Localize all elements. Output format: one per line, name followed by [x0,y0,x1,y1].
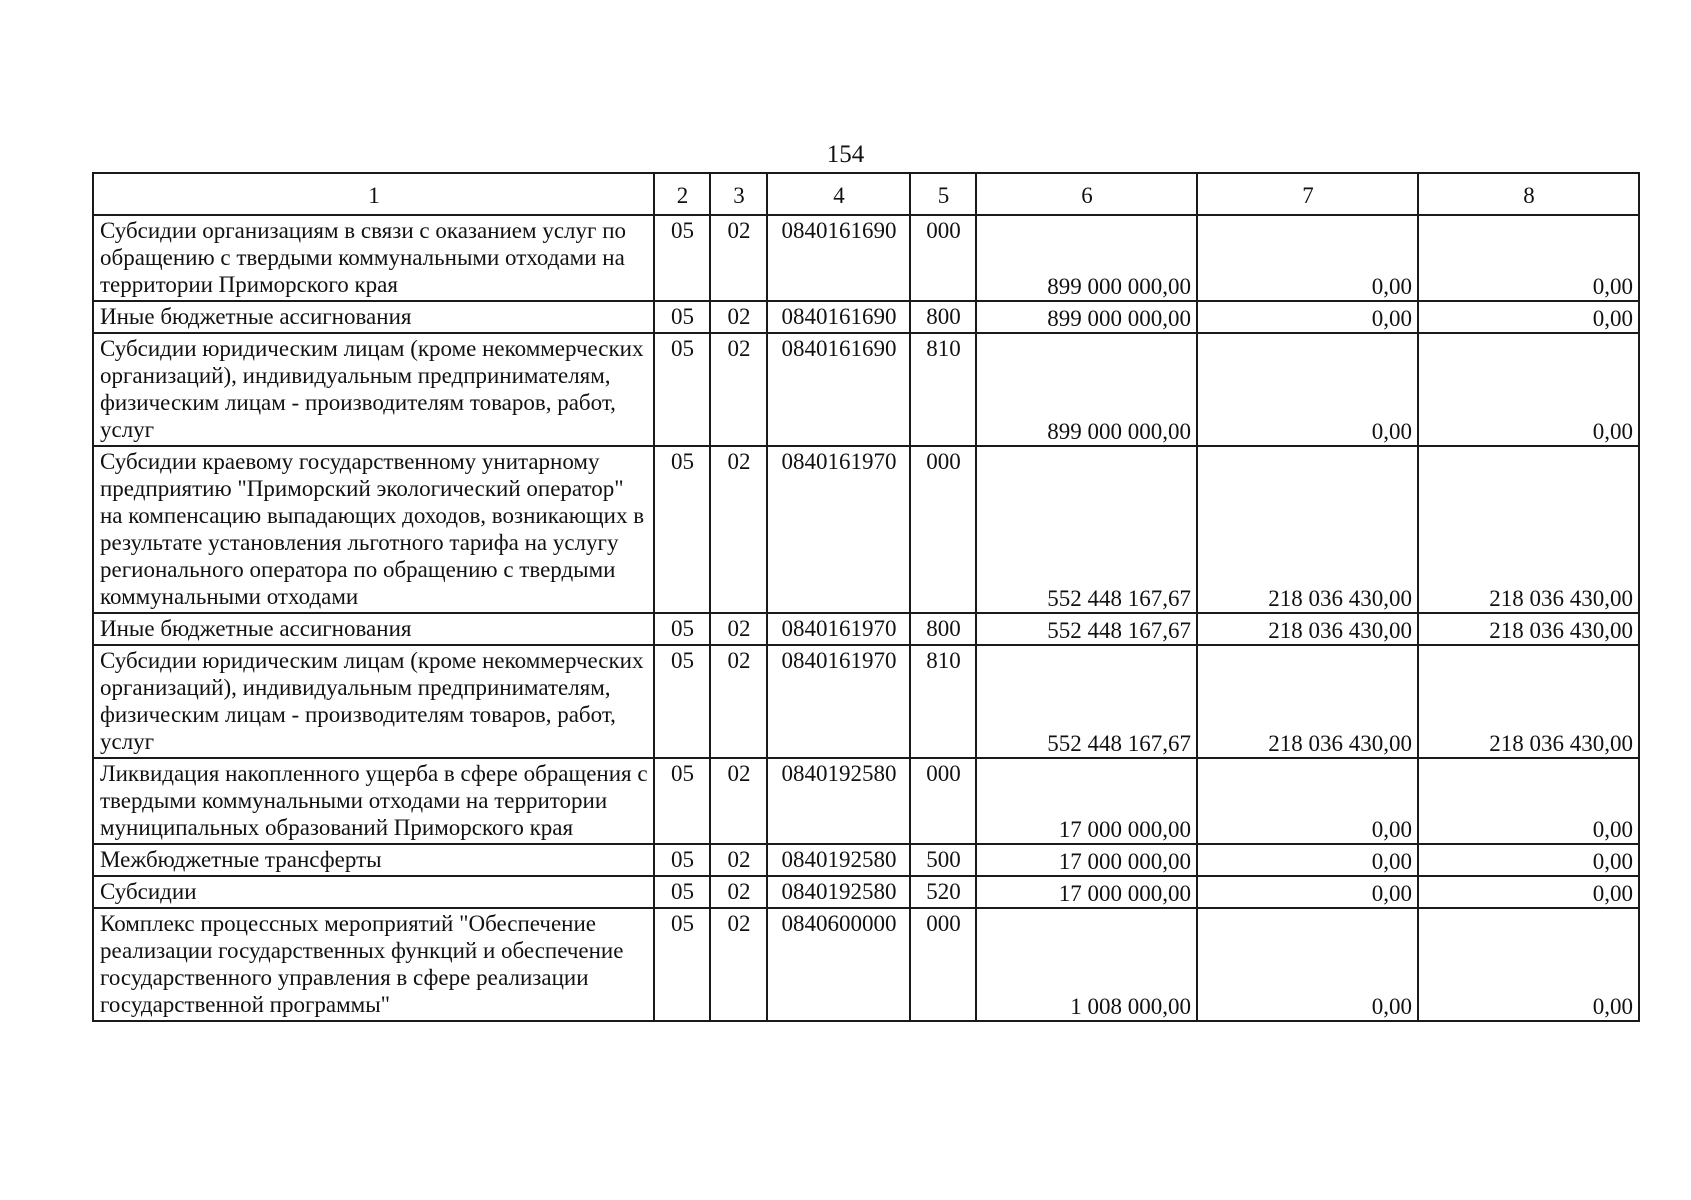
amount-col7-cell: 0,00 [1197,333,1418,446]
column-header: 8 [1418,173,1639,215]
table-row [93,446,1639,613]
amount-col6-cell: 552 448 167,67 [976,645,1197,758]
amount-col8-cell: 218 036 430,00 [1418,613,1639,645]
column-header: 5 [910,173,976,215]
column-header: 4 [767,173,910,215]
row-name-cell: Субсидии краевому государственному унитарному предприятию "Приморский экологический оператор" на компенсацию выпадающих доходов, возникающих в результате установления льготного тарифа на услугу регионального оператора по обращению с твердыми коммунальными отходами [93,446,654,613]
row-name-cell: Иные бюджетные ассигнования [93,301,654,333]
target-article-cell: 0840192580 [767,758,910,844]
amount-col8-cell: 0,00 [1418,844,1639,876]
section-cell: 05 [654,758,710,844]
row-name-cell: Иные бюджетные ассигнования [93,613,654,645]
table-row [93,758,1639,844]
section-cell: 05 [654,613,710,645]
expense-type-cell: 000 [910,446,976,613]
section-cell: 05 [654,645,710,758]
column-header: 6 [976,173,1197,215]
target-article-cell: 0840161690 [767,333,910,446]
target-article-cell: 0840192580 [767,876,910,908]
amount-col7-cell: 0,00 [1197,844,1418,876]
amount-col8-cell: 0,00 [1418,908,1639,1021]
amount-col7-cell: 0,00 [1197,758,1418,844]
row-name-cell: Межбюджетные трансферты [93,844,654,876]
table-row [93,613,1639,645]
section-cell: 05 [654,876,710,908]
amount-col6-cell: 17 000 000,00 [976,844,1197,876]
amount-col6-cell: 17 000 000,00 [976,758,1197,844]
table-row [93,908,1639,1021]
table-header-row [93,173,1639,215]
table-row [93,333,1639,446]
amount-col7-cell: 218 036 430,00 [1197,446,1418,613]
row-name-cell: Ликвидация накопленного ущерба в сфере обращения с твердыми коммунальными отходами на территории муниципальных образований Приморского края [93,758,654,844]
section-cell: 05 [654,333,710,446]
amount-col7-cell: 218 036 430,00 [1197,645,1418,758]
table-row [93,645,1639,758]
subsection-cell: 02 [710,844,767,876]
table-row [93,301,1639,333]
section-cell: 05 [654,844,710,876]
subsection-cell: 02 [710,758,767,844]
target-article-cell: 0840161970 [767,446,910,613]
expense-type-cell: 000 [910,758,976,844]
target-article-cell: 0840161970 [767,613,910,645]
expense-type-cell: 500 [910,844,976,876]
subsection-cell: 02 [710,908,767,1021]
table-row [93,215,1639,301]
row-name-cell: Субсидии юридическим лицам (кроме некоммерческих организаций), индивидуальным предпринимателям, физическим лицам - производителям товаров, работ, услуг [93,333,654,446]
section-cell: 05 [654,908,710,1021]
row-name-cell: Комплекс процессных мероприятий "Обеспечение реализации государственных функций и обеспечение государственного управления в сфере реализации государственной программы" [93,908,654,1021]
amount-col8-cell: 0,00 [1418,333,1639,446]
column-header: 3 [710,173,767,215]
amount-col6-cell: 552 448 167,67 [976,613,1197,645]
target-article-cell: 0840192580 [767,844,910,876]
section-cell: 05 [654,446,710,613]
target-article-cell: 0840161970 [767,645,910,758]
row-name-cell: Субсидии организациям в связи с оказанием услуг по обращению с твердыми коммунальными отходами на территории Приморского края [93,215,654,301]
amount-col8-cell: 218 036 430,00 [1418,645,1639,758]
amount-col6-cell: 899 000 000,00 [976,301,1197,333]
column-header: 7 [1197,173,1418,215]
expense-type-cell: 800 [910,301,976,333]
row-name-cell: Субсидии [93,876,654,908]
amount-col6-cell: 899 000 000,00 [976,333,1197,446]
expense-type-cell: 810 [910,333,976,446]
subsection-cell: 02 [710,333,767,446]
subsection-cell: 02 [710,446,767,613]
amount-col8-cell: 0,00 [1418,301,1639,333]
section-cell: 05 [654,301,710,333]
target-article-cell: 0840161690 [767,301,910,333]
amount-col7-cell: 0,00 [1197,876,1418,908]
section-cell: 05 [654,215,710,301]
table-row [93,876,1639,908]
amount-col7-cell: 0,00 [1197,301,1418,333]
amount-col7-cell: 0,00 [1197,908,1418,1021]
expense-type-cell: 810 [910,645,976,758]
subsection-cell: 02 [710,645,767,758]
amount-col6-cell: 1 008 000,00 [976,908,1197,1021]
target-article-cell: 0840161690 [767,215,910,301]
amount-col7-cell: 0,00 [1197,215,1418,301]
column-header: 2 [654,173,710,215]
table-row [93,844,1639,876]
expense-type-cell: 000 [910,215,976,301]
page-number: 154 [826,141,865,168]
subsection-cell: 02 [710,613,767,645]
subsection-cell: 02 [710,215,767,301]
amount-col8-cell: 0,00 [1418,215,1639,301]
amount-col8-cell: 0,00 [1418,758,1639,844]
expense-type-cell: 520 [910,876,976,908]
amount-col6-cell: 17 000 000,00 [976,876,1197,908]
amount-col6-cell: 899 000 000,00 [976,215,1197,301]
subsection-cell: 02 [710,876,767,908]
row-name-cell: Субсидии юридическим лицам (кроме некоммерческих организаций), индивидуальным предпринимателям, физическим лицам - производителям товаров, работ, услуг [93,645,654,758]
amount-col6-cell: 552 448 167,67 [976,446,1197,613]
column-header: 1 [93,173,654,215]
subsection-cell: 02 [710,301,767,333]
amount-col8-cell: 0,00 [1418,876,1639,908]
target-article-cell: 0840600000 [767,908,910,1021]
expense-type-cell: 800 [910,613,976,645]
amount-col7-cell: 218 036 430,00 [1197,613,1418,645]
amount-col8-cell: 218 036 430,00 [1418,446,1639,613]
budget-table [92,172,1640,1022]
expense-type-cell: 000 [910,908,976,1021]
